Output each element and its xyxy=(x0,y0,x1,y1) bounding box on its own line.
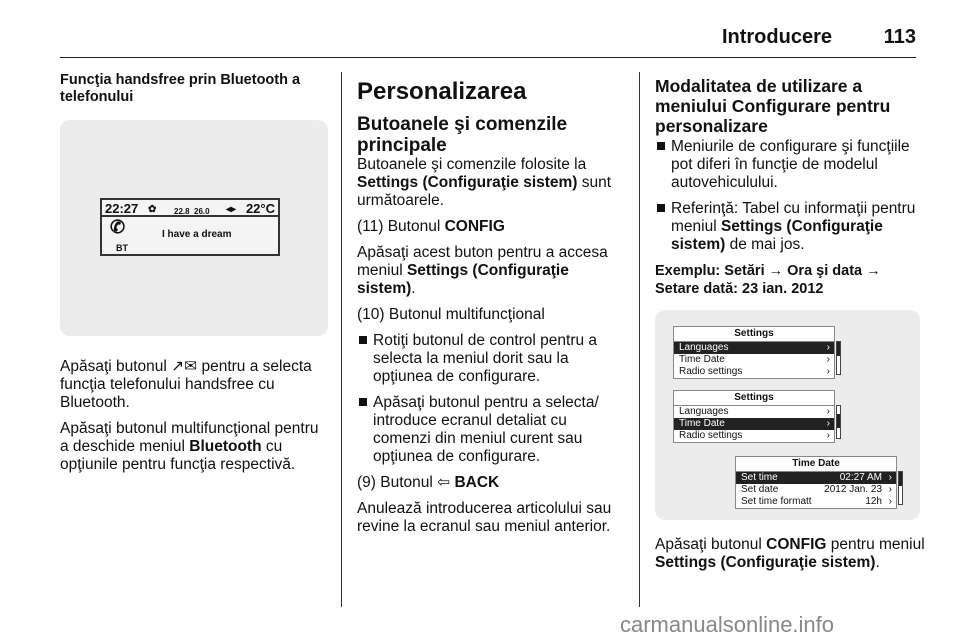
scrollbar xyxy=(836,405,841,439)
paragraph: Apăsaţi butonul ↗✉ pentru a selecta funcţia telefonului handsfree cu Bluetooth. xyxy=(60,358,312,411)
chevron-right-icon: › xyxy=(826,418,830,429)
lcd-temperature: 22°C xyxy=(245,201,275,216)
paragraph: Butoanele şi comenzile folosite la Settings (Configuraţie sistem) sunt următoarele. xyxy=(357,156,612,209)
paragraph: Anulează introducerea articolului sau revine la ecranul sau meniul anterior. xyxy=(357,500,612,535)
time-date-screen: Time Date Set time 02:27 AM › Set date 2012 Jan. 23 › Set time formatt 12h › xyxy=(735,456,897,509)
phone-button-icon: ↗✉ xyxy=(171,358,198,375)
list-item: Rotiţi butonul de control pentru a selecta la meniul dorit sau la opţiunea de configurare. xyxy=(357,332,627,386)
column-divider xyxy=(639,72,640,607)
example-heading: Exemplu: Setări → Ora şi data → Setare dată: 23 ian. 2012 xyxy=(655,263,881,297)
lcd-freq-2: 26.0 xyxy=(194,207,210,216)
page-section-title: Introducere xyxy=(721,26,832,48)
paragraph: (10) Butonul multifuncţional xyxy=(357,306,545,323)
lcd-bt-label: BT xyxy=(116,243,128,253)
column-3 xyxy=(655,76,925,580)
chevron-right-icon: › xyxy=(826,366,830,377)
radio-lcd xyxy=(100,198,280,256)
scrollbar xyxy=(898,471,903,505)
chevron-right-icon: › xyxy=(826,406,830,417)
settings-screens-image xyxy=(655,310,920,520)
scrollbar xyxy=(836,341,841,375)
page-number: 113 xyxy=(883,26,916,48)
phone-icon: ✆ xyxy=(110,217,126,237)
chevron-right-icon: › xyxy=(826,354,830,365)
paragraph: Apăsaţi butonul CONFIG pentru meniul Settings (Configuraţie sistem). xyxy=(655,536,925,571)
column-2 xyxy=(357,76,627,544)
list-item: Referinţă: Tabel cu informaţii pentru meniul Settings (Configuraţie sistem) de mai jos. xyxy=(655,200,925,254)
chevron-right-icon: › xyxy=(888,496,892,507)
page-header xyxy=(60,12,916,58)
section-subtitle: Butoanele şi comenzile principale xyxy=(357,114,568,156)
section-heading: Funcţia handsfree prin Bluetooth a telefonului xyxy=(60,72,301,105)
lcd-song-title: I have a dream xyxy=(162,229,232,240)
column-divider xyxy=(341,72,342,607)
paragraph: (11) Butonul CONFIG xyxy=(357,218,505,235)
section-title: Modalitatea de utilizare a meniului Configurare pentru personalizare xyxy=(655,76,891,136)
radio-display-image xyxy=(60,120,328,336)
back-icon: ⇦ xyxy=(437,474,451,491)
settings-icon: ✿ xyxy=(148,204,157,215)
section-title: Personalizarea xyxy=(357,78,527,105)
paragraph: (9) Butonul ⇦ BACK xyxy=(357,474,500,491)
lcd-time: 22:27 xyxy=(105,201,139,216)
bullet-list xyxy=(655,138,925,254)
list-item: Meniurile de configurare şi funcţiile pot diferi în funcţie de modelul autovehiculului. xyxy=(655,138,925,192)
watermark: carmanualsonline.info xyxy=(620,612,835,637)
paragraph: Apăsaţi acest buton pentru a accesa meniul Settings (Configuraţie sistem). xyxy=(357,244,608,297)
chevron-right-icon: › xyxy=(826,342,830,353)
chevron-right-icon: › xyxy=(888,484,892,495)
chevron-right-icon: › xyxy=(826,430,830,441)
column-1 xyxy=(60,72,328,482)
chevron-right-icon: › xyxy=(888,472,892,483)
settings-screen-2: Settings Languages › Time Date › Radio settings › xyxy=(673,390,835,443)
list-item: Apăsaţi butonul pentru a selecta/ introduce ecranul detaliat cu comenzi din meniul curent sau opţiunea de configurare. xyxy=(357,394,627,466)
bullet-list xyxy=(357,332,627,466)
settings-screen-1: Settings Languages › Time Date › Radio settings › xyxy=(673,326,835,379)
paragraph: Apăsaţi butonul multifuncţional pentru a deschide meniul Bluetooth cu opţiunile pentru funcţia respectivă. xyxy=(60,420,319,473)
lcd-freq-1: 22.8 xyxy=(174,207,190,216)
speaker-icon: ◂▸ xyxy=(226,204,237,215)
